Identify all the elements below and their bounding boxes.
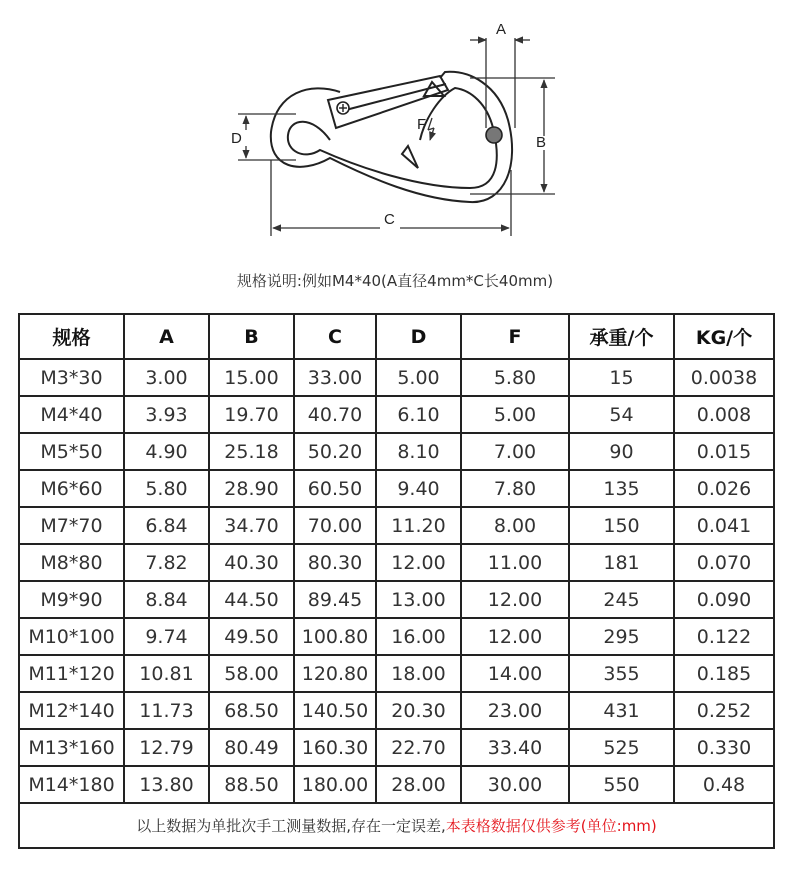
dimension-f bbox=[428, 118, 434, 140]
table-cell: 3.00 bbox=[124, 359, 209, 396]
table-cell: 7.00 bbox=[461, 433, 569, 470]
table-note bbox=[19, 803, 774, 848]
note-red-text: 本表格数据仅供参考(单位:mm) bbox=[445, 817, 657, 835]
label-d: D bbox=[231, 130, 242, 147]
table-header-row bbox=[19, 314, 774, 359]
table-cell: 0.252 bbox=[674, 692, 774, 729]
table-cell: 12.00 bbox=[376, 544, 461, 581]
table-cell: 0.008 bbox=[674, 396, 774, 433]
table-cell: 88.50 bbox=[209, 766, 294, 803]
table-cell: 13.00 bbox=[376, 581, 461, 618]
table-cell: 431 bbox=[569, 692, 674, 729]
table-cell: 23.00 bbox=[461, 692, 569, 729]
table-row bbox=[19, 507, 774, 544]
table-cell: 7.80 bbox=[461, 470, 569, 507]
table-cell: 11.20 bbox=[376, 507, 461, 544]
table-cell: 150 bbox=[569, 507, 674, 544]
table-cell: 90 bbox=[569, 433, 674, 470]
table-cell: 13.80 bbox=[124, 766, 209, 803]
table-cell: 44.50 bbox=[209, 581, 294, 618]
table-cell: 30.00 bbox=[461, 766, 569, 803]
table-row bbox=[19, 396, 774, 433]
table-cell: 16.00 bbox=[376, 618, 461, 655]
header-cell: 规格 bbox=[19, 314, 124, 359]
table-cell: 15.00 bbox=[209, 359, 294, 396]
table-cell: 7.82 bbox=[124, 544, 209, 581]
table-cell: 28.00 bbox=[376, 766, 461, 803]
table-cell: 181 bbox=[569, 544, 674, 581]
note-text: 以上数据为单批次手工测量数据,存在一定误差, bbox=[136, 817, 446, 835]
table-row bbox=[19, 655, 774, 692]
table-cell: 11.00 bbox=[461, 544, 569, 581]
table-cell: 89.45 bbox=[294, 581, 376, 618]
table-cell: 0.015 bbox=[674, 433, 774, 470]
dimension-a bbox=[470, 38, 530, 128]
table-row bbox=[19, 581, 774, 618]
table-cell: 525 bbox=[569, 729, 674, 766]
table-cell: 33.00 bbox=[294, 359, 376, 396]
header-cell: C bbox=[294, 314, 376, 359]
table-cell: 34.70 bbox=[209, 507, 294, 544]
table-cell: 0.026 bbox=[674, 470, 774, 507]
wire-cross-section bbox=[486, 127, 502, 143]
table-cell: 0.090 bbox=[674, 581, 774, 618]
table-cell: M5*50 bbox=[19, 433, 124, 470]
table-cell: 20.30 bbox=[376, 692, 461, 729]
table-row bbox=[19, 433, 774, 470]
table-cell: 245 bbox=[569, 581, 674, 618]
table-body bbox=[19, 359, 774, 803]
table-cell: 0.0038 bbox=[674, 359, 774, 396]
table-note-row bbox=[19, 803, 774, 848]
table-cell: 25.18 bbox=[209, 433, 294, 470]
spec-caption: 规格说明:例如M4*40(A直径4mm*C长40mm) bbox=[236, 272, 554, 290]
table-row bbox=[19, 359, 774, 396]
header-cell: KG/个 bbox=[674, 314, 774, 359]
table-cell: 60.50 bbox=[294, 470, 376, 507]
table-cell: 28.90 bbox=[209, 470, 294, 507]
table-cell: 8.84 bbox=[124, 581, 209, 618]
table-cell: 40.70 bbox=[294, 396, 376, 433]
table-row bbox=[19, 470, 774, 507]
table-cell: 14.00 bbox=[461, 655, 569, 692]
table-cell: 70.00 bbox=[294, 507, 376, 544]
table-cell: M10*100 bbox=[19, 618, 124, 655]
table-cell: 49.50 bbox=[209, 618, 294, 655]
table-cell: 0.330 bbox=[674, 729, 774, 766]
table-cell: 68.50 bbox=[209, 692, 294, 729]
table-row bbox=[19, 692, 774, 729]
table-cell: 5.00 bbox=[376, 359, 461, 396]
table-cell: 355 bbox=[569, 655, 674, 692]
table-row bbox=[19, 544, 774, 581]
table-cell: 0.070 bbox=[674, 544, 774, 581]
table-cell: 3.93 bbox=[124, 396, 209, 433]
table-cell: 0.48 bbox=[674, 766, 774, 803]
carabiner-diagram bbox=[0, 0, 790, 265]
label-c: C bbox=[384, 211, 395, 228]
header-cell: 承重/个 bbox=[569, 314, 674, 359]
header-cell: A bbox=[124, 314, 209, 359]
table-cell: 100.80 bbox=[294, 618, 376, 655]
table-cell: 19.70 bbox=[209, 396, 294, 433]
table-row bbox=[19, 729, 774, 766]
table-cell: 15 bbox=[569, 359, 674, 396]
table-cell: 80.49 bbox=[209, 729, 294, 766]
table-cell: 8.00 bbox=[461, 507, 569, 544]
table-cell: 180.00 bbox=[294, 766, 376, 803]
table-cell: 160.30 bbox=[294, 729, 376, 766]
table-cell: M6*60 bbox=[19, 470, 124, 507]
table-cell: 5.80 bbox=[124, 470, 209, 507]
table-cell: M11*120 bbox=[19, 655, 124, 692]
table-cell: 550 bbox=[569, 766, 674, 803]
table-cell: 40.30 bbox=[209, 544, 294, 581]
table-cell: 50.20 bbox=[294, 433, 376, 470]
table-cell: M13*160 bbox=[19, 729, 124, 766]
header-cell: D bbox=[376, 314, 461, 359]
table-cell: 135 bbox=[569, 470, 674, 507]
table-cell: M3*30 bbox=[19, 359, 124, 396]
table-cell: 22.70 bbox=[376, 729, 461, 766]
table-cell: 33.40 bbox=[461, 729, 569, 766]
table-cell: 6.84 bbox=[124, 507, 209, 544]
table-cell: 11.73 bbox=[124, 692, 209, 729]
table-cell: 18.00 bbox=[376, 655, 461, 692]
table-cell: 80.30 bbox=[294, 544, 376, 581]
table-cell: 120.80 bbox=[294, 655, 376, 692]
table-cell: 0.122 bbox=[674, 618, 774, 655]
table-cell: 6.10 bbox=[376, 396, 461, 433]
header-cell: B bbox=[209, 314, 294, 359]
table-cell: 5.00 bbox=[461, 396, 569, 433]
table-cell: M12*140 bbox=[19, 692, 124, 729]
label-a: A bbox=[495, 21, 507, 38]
spec-table bbox=[18, 313, 775, 849]
table-cell: M4*40 bbox=[19, 396, 124, 433]
table-cell: 0.041 bbox=[674, 507, 774, 544]
table-cell: 58.00 bbox=[209, 655, 294, 692]
table-cell: M14*180 bbox=[19, 766, 124, 803]
table-cell: 10.81 bbox=[124, 655, 209, 692]
label-f: F bbox=[417, 116, 427, 133]
table-cell: 0.185 bbox=[674, 655, 774, 692]
table-row bbox=[19, 766, 774, 803]
table-cell: 9.74 bbox=[124, 618, 209, 655]
carabiner-outline bbox=[271, 72, 512, 202]
table-cell: 295 bbox=[569, 618, 674, 655]
table-cell: 4.90 bbox=[124, 433, 209, 470]
table-cell: 140.50 bbox=[294, 692, 376, 729]
table-cell: 12.00 bbox=[461, 581, 569, 618]
table-row bbox=[19, 618, 774, 655]
label-b: B bbox=[536, 134, 547, 151]
table-cell: 12.79 bbox=[124, 729, 209, 766]
table-cell: 12.00 bbox=[461, 618, 569, 655]
table-cell: 9.40 bbox=[376, 470, 461, 507]
table-cell: M7*70 bbox=[19, 507, 124, 544]
table-cell: 8.10 bbox=[376, 433, 461, 470]
table-cell: M9*90 bbox=[19, 581, 124, 618]
table-cell: 54 bbox=[569, 396, 674, 433]
table-cell: 5.80 bbox=[461, 359, 569, 396]
table-cell: M8*80 bbox=[19, 544, 124, 581]
header-cell: F bbox=[461, 314, 569, 359]
